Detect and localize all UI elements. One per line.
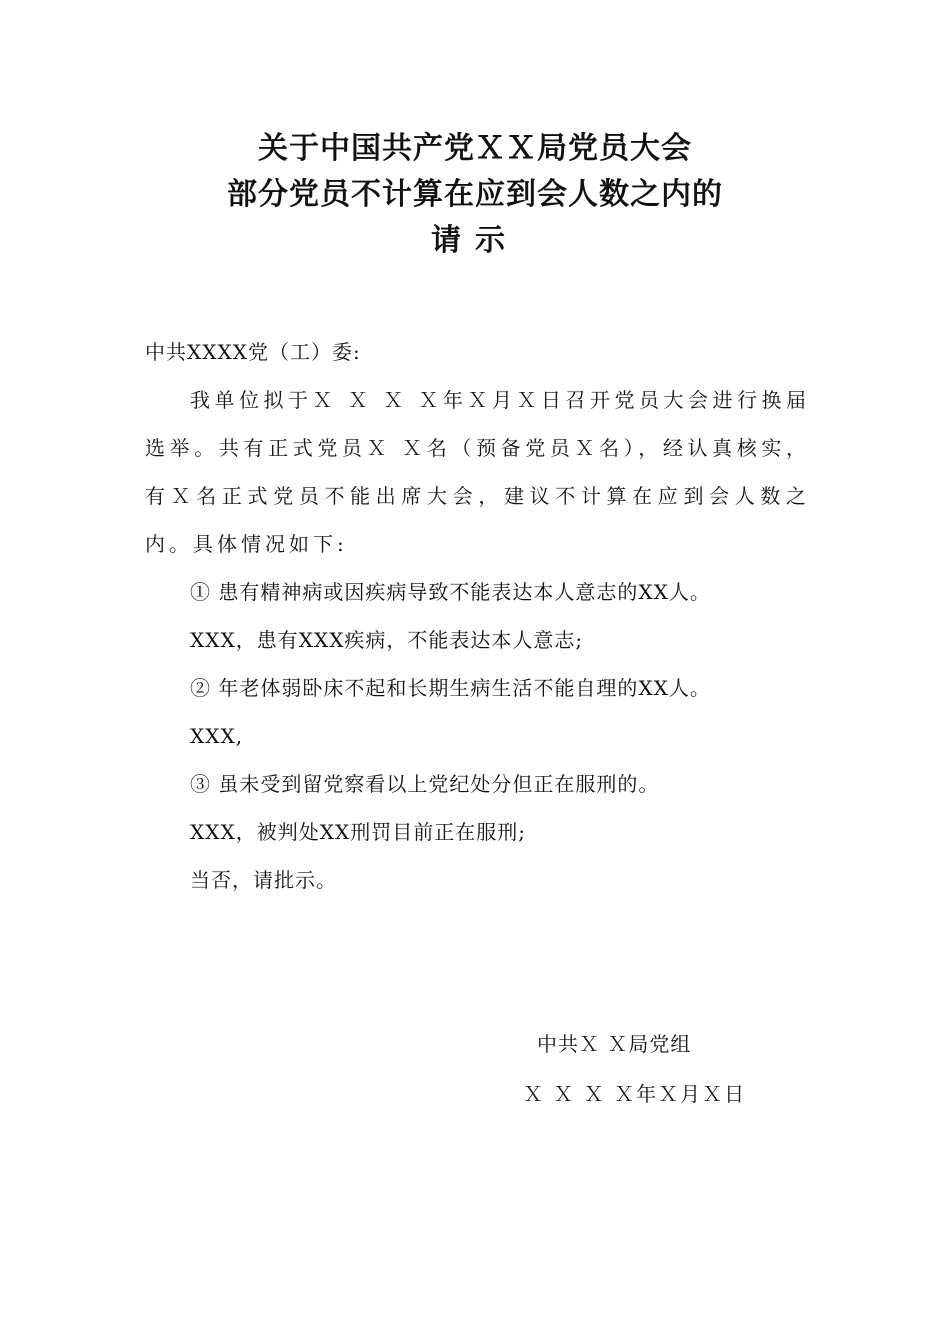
item-1-detail: XXX，患有XXX疾病，不能表达本人意志; bbox=[190, 628, 584, 652]
item-2-heading: ② 年老体弱卧床不起和长期生病生活不能自理的XX人。 bbox=[190, 676, 711, 700]
title-line-1: 关于中国共产党ＸＸ局党员大会 bbox=[258, 131, 692, 166]
salutation: 中共XXXX党（工）委: bbox=[145, 340, 361, 364]
item-3-detail: XXX，被判处XX刑罚目前正在服刑; bbox=[190, 820, 526, 844]
item-2-detail: XXX, bbox=[190, 724, 244, 748]
signature-organization: 中共Ｘ Ｘ局党组 bbox=[537, 1032, 692, 1056]
document-body bbox=[145, 328, 810, 904]
signature-date: Ｘ Ｘ Ｘ Ｘ年Ｘ月Ｘ日 bbox=[523, 1082, 747, 1106]
document-title bbox=[0, 126, 950, 264]
closing-line: 当否，请批示。 bbox=[190, 868, 337, 892]
item-1-heading: ① 患有精神病或因疾病导致不能表达本人意志的XX人。 bbox=[190, 580, 711, 604]
item-3-heading: ③ 虽未受到留党察看以上党纪处分但正在服刑的。 bbox=[190, 772, 660, 796]
title-line-3: 请示 bbox=[431, 223, 519, 258]
title-line-2: 部分党员不计算在应到会人数之内的 bbox=[227, 177, 723, 212]
intro-paragraph: 我单位拟于Ｘ Ｘ Ｘ Ｘ年Ｘ月Ｘ日召开党员大会进行换届选举。共有正式党员Ｘ Ｘ名（预备党员Ｘ名），经认真核实，有Ｘ名正式党员不能出席大会，建议不计算在应到会人数之内。具体情况如下: bbox=[145, 388, 810, 556]
